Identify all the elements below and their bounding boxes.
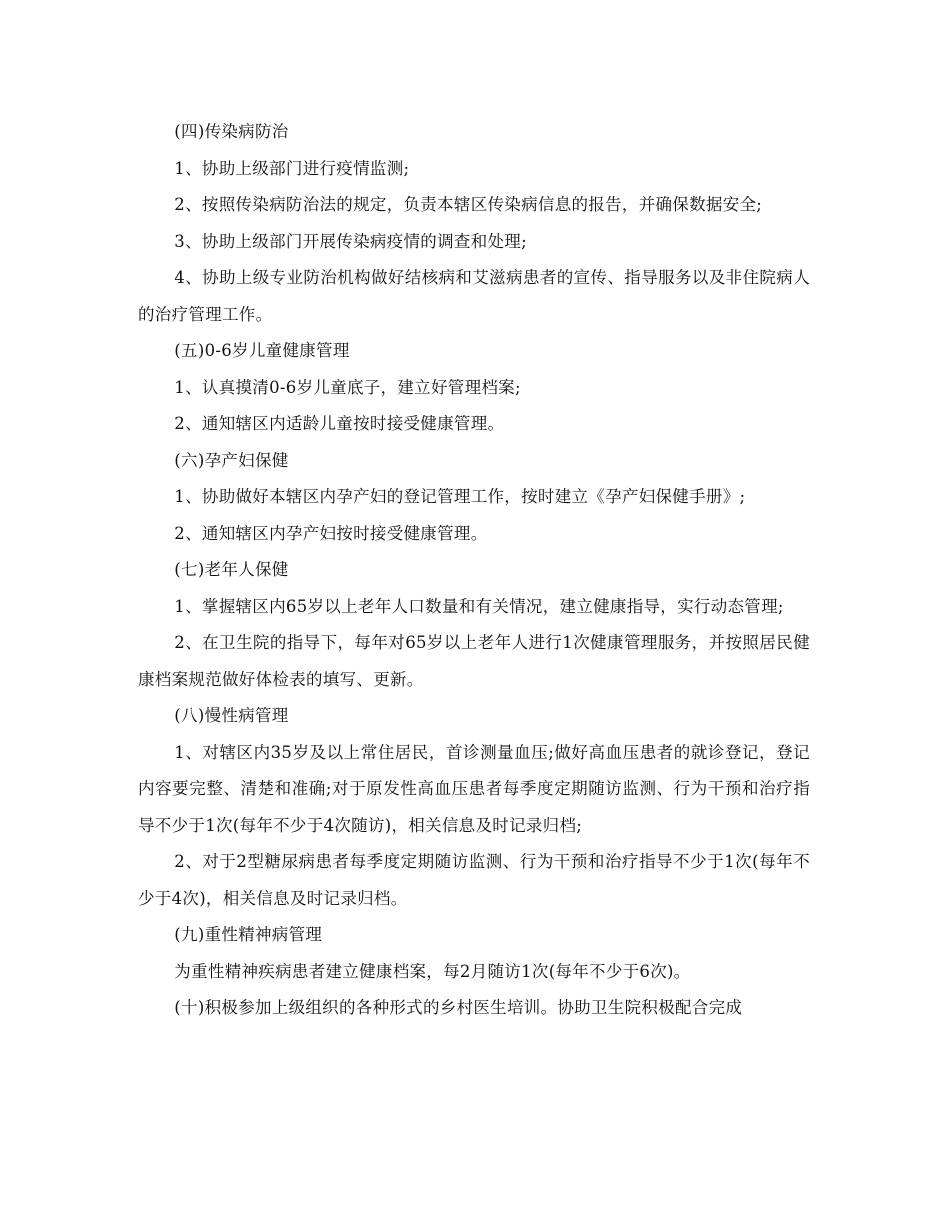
paragraph-item: 2、通知辖区内孕产妇按时接受健康管理。 [174, 523, 488, 543]
section-heading-elderly-care: (七)老年人保健 [174, 560, 289, 579]
document-body [138, 114, 810, 1027]
paragraph-item: 2、通知辖区内适龄儿童按时接受健康管理。 [174, 414, 505, 433]
section-heading-maternal-care: (六)孕产妇保健 [174, 450, 289, 470]
paragraph-item: 为重性精神疾病患者建立健康档案，每2月随访1次(每年不少于6次)。 [174, 961, 691, 981]
paragraph-item: 1、协助做好本辖区内孕产妇的登记管理工作，按时建立《孕产妇保健手册》; [174, 487, 746, 506]
paragraph-item: 1、掌握辖区内65岁以上老年人口数量和有关情况，建立健康指导，实行动态管理; [174, 596, 784, 616]
paragraph-item: 1、认真摸清0-6岁儿童底子，建立好管理档案; [174, 377, 521, 397]
paragraph-item: 2、在卫生院的指导下，每年对65岁以上老年人进行1次健康管理服务，并按照居民健康档案规范做好体检表的填写、更新。 [138, 633, 810, 689]
section-heading-chronic-disease: (八)慢性病管理 [174, 706, 289, 725]
section-heading-mental-illness: (九)重性精神病管理 [174, 925, 323, 944]
paragraph-item: 2、对于2型糖尿病患者每季度定期随访监测、行为干预和治疗指导不少于1次(每年不少于4次)，相关信息及时记录归档。 [138, 852, 810, 908]
paragraph-item: 2、按照传染病防治法的规定，负责本辖区传染病信息的报告，并确保数据安全; [174, 195, 763, 214]
paragraph-item: 3、协助上级部门开展传染病疫情的调查和处理; [174, 231, 527, 251]
paragraph-item: (十)积极参加上级组织的各种形式的乡村医生培训。协助卫生院积极配合完成 [174, 998, 743, 1017]
section-heading-child-health: (五)0-6岁儿童健康管理 [174, 341, 350, 360]
section-heading-infectious-disease: (四)传染病防治 [174, 122, 289, 141]
paragraph-item: 1、对辖区内35岁及以上常住居民，首诊测量血压;做好高血压患者的就诊登记，登记内容要完整、清楚和准确;对于原发性高血压患者每季度定期随访监测、行为干预和治疗指导不少于1次(每年不少于4次随访)，相关信息及时记录归档; [138, 742, 810, 835]
paragraph-item: 4、协助上级专业防治机构做好结核病和艾滋病患者的宣传、指导服务以及非住院病人的治疗管理工作。 [138, 268, 810, 324]
paragraph-item: 1、协助上级部门进行疫情监测; [174, 158, 410, 178]
